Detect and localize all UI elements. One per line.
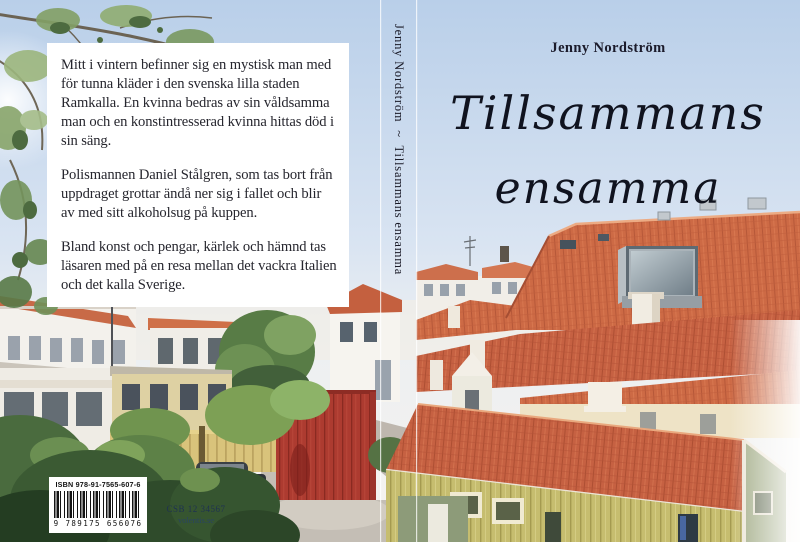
isbn-barcode-box [49,477,147,533]
blurb-paragraph-3: Bland konst och pengar, kärlek och hämnd tas läsaren med på en resa mellan det vackra Italien och det kalla Sverige. [61,238,337,293]
front-title-line1: Tillsammans [450,86,766,140]
back-cover-blurb-box [47,43,349,307]
spine [380,0,417,542]
blurb-paragraph-2: Polismannen Daniel Stålgren, som tas bort från uppdraget grottar ändå ner sig i fallet och blir av med sitt alkoholsug på kuppen. [61,166,333,221]
printer-code-line1: CSB 12 34567 [166,504,226,514]
spine-title: Jenny Nordström ~ Tillsammans ensamma [392,24,406,276]
blurb-paragraph-1: Mitt i vintern befinner sig en mystisk man med för tunna kläder i den svenska lilla staden Ramkalla. En kvinna bedras av sin våldsamma man och en konstintresserad kvinna hittas död i sin säng. [61,57,334,149]
haze-overlay [730,320,800,542]
front-author-name: Jenny Nordström [550,40,666,56]
isbn-number: ISBN 978-91-7565-607-6 [55,480,141,489]
barcode-digits: 9 789175 656076 [53,519,143,528]
front-title-line2: ensamma [494,163,722,214]
printer-code-line2: volentis.se [177,515,215,525]
barcode [54,491,142,518]
printer-code [148,504,244,525]
